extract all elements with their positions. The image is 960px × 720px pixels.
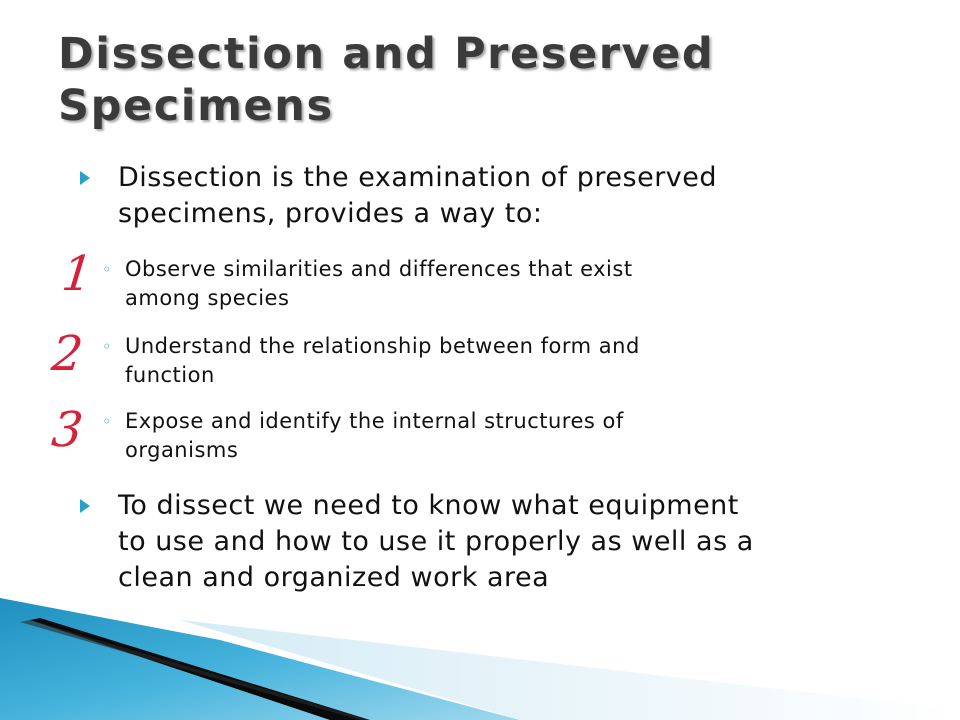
circle-bullet-icon: ◦ [102,260,112,279]
bullet-line: To dissect we need to know what equipment [118,490,739,521]
bullet-dissection-definition [80,160,910,232]
handwritten-number-2: 2 [49,326,86,382]
bullet-line: to use and how to use it properly as well as a [118,526,754,557]
triangle-bullet-icon [80,171,90,185]
title-line-1: Dissection and Preserved [58,29,715,79]
sub-bullet-text [102,255,882,313]
bullet-text [80,160,910,232]
circle-bullet-icon: ◦ [102,412,112,431]
slide-title [58,28,918,132]
sub-bullet-line: organisms [125,438,239,462]
bullet-line: clean and organized work area [118,562,550,593]
bullet-line: Dissection is the examination of preserved [118,162,718,193]
sub-bullet-line: among species [125,286,290,310]
sub-bullet-text [102,407,882,465]
sub-bullet-understand [102,332,882,390]
sub-bullet-line: Expose and identify the internal structures of [125,409,624,433]
sub-bullet-line: function [125,363,215,387]
bullet-line: specimens, provides a way to: [118,198,543,229]
sub-bullet-line: Understand the relationship between form and [125,334,640,358]
title-line-2: Specimens [58,81,334,131]
sub-bullet-expose [102,407,882,465]
triangle-bullet-icon [80,499,90,513]
sub-bullet-line: Observe similarities and differences that exist [125,257,633,281]
sub-bullet-observe [102,255,882,313]
sub-bullet-text [102,332,882,390]
circle-bullet-icon: ◦ [102,337,112,356]
decorative-swoosh [0,560,960,720]
handwritten-number-3: 3 [49,402,86,458]
handwritten-number-1: 1 [59,246,96,302]
